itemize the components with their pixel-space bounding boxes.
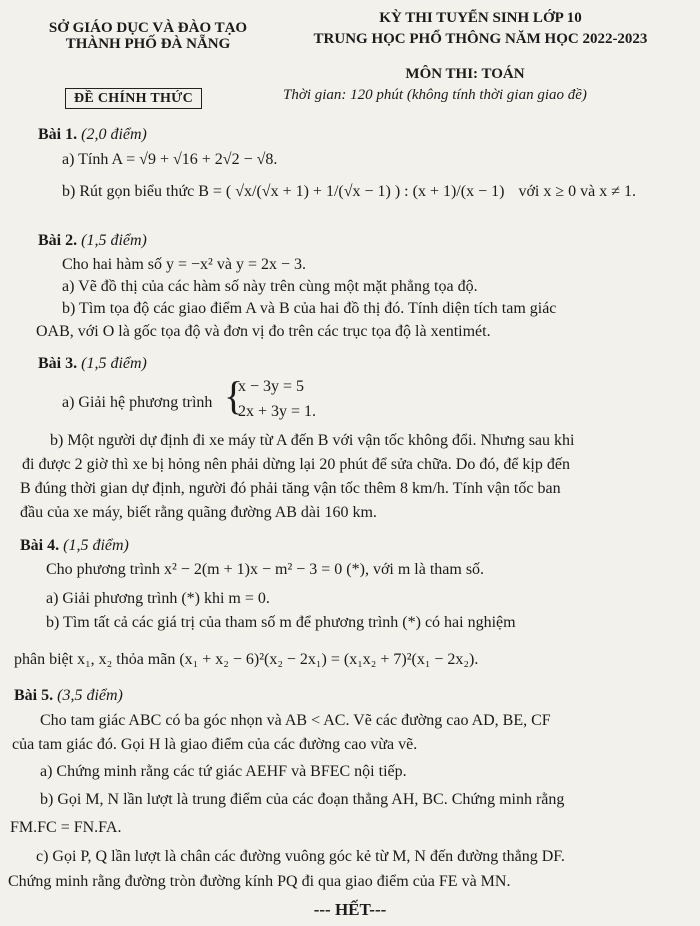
problem-5-heading: Bài 5. (3,5 điểm) xyxy=(14,687,123,704)
problem-5c-line1: c) Gọi P, Q lần lượt là chân các đường vuông góc kẻ từ M, N đến đường thẳng DF. xyxy=(36,848,565,865)
problem-2-intro: Cho hai hàm số y = −x² và y = 2x − 3. xyxy=(62,256,306,273)
problem-1-heading: Bài 1. (2,0 điểm) xyxy=(38,126,147,143)
problem-5-intro-line2: của tam giác đó. Gọi H là giao điểm của các đường cao vừa vẽ. xyxy=(12,736,418,753)
end-marker: --- HẾT--- xyxy=(313,900,387,919)
problem-5c-line2: Chứng minh rằng đường tròn đường kính PQ đi qua giao điểm của FE và MN. xyxy=(8,873,511,890)
exam-name: KỲ THI TUYỂN SINH LỚP 10 xyxy=(379,10,582,26)
time-allowed: Thời gian: 120 phút (không tính thời gian giao đề) xyxy=(283,87,587,103)
problem-1a: a) Tính A = √9 + √16 + 2√2 − √8. xyxy=(62,151,278,168)
problem-3a: a) Giải hệ phương trình xyxy=(62,394,213,411)
problem-5b-line1: b) Gọi M, N lần lượt là trung điểm của các đoạn thẳng AH, BC. Chứng minh rằng xyxy=(40,791,565,808)
problem-2-heading: Bài 2. (1,5 điểm) xyxy=(38,232,147,249)
problem-3b-line1: b) Một người dự định đi xe máy từ A đến B với vận tốc không đổi. Nhưng sau khi xyxy=(50,432,575,449)
exam-header xyxy=(268,8,693,50)
equation-2: 2x + 3y = 1. xyxy=(238,403,317,420)
problem-2b-line2: OAB, với O là gốc tọa độ và đơn vị đo trên các trục tọa độ là xentimét. xyxy=(36,323,491,340)
system-brace: { xyxy=(224,373,244,418)
problem-3-heading: Bài 3. (1,5 điểm) xyxy=(38,355,147,372)
problem-4a: a) Giải phương trình (*) khi m = 0. xyxy=(46,590,270,607)
department-name: SỞ GIÁO DỤC VÀ ĐÀO TẠO xyxy=(48,20,248,36)
subject-title: MÔN THI: TOÁN xyxy=(405,66,525,82)
problem-4-heading: Bài 4. (1,5 điểm) xyxy=(20,537,129,554)
expression-b: ( √x/(√x + 1) + 1/(√x − 1) ) : (x + 1)/(x − 1) xyxy=(225,183,505,200)
official-badge: ĐỀ CHÍNH THỨC xyxy=(65,88,202,109)
problem-4-intro: Cho phương trình x² − 2(m + 1)x − m² − 3 = 0 (*), với m là tham số. xyxy=(46,561,485,578)
problem-2a: a) Vẽ đồ thị của các hàm số này trên cùng một mặt phẳng tọa độ. xyxy=(62,278,478,295)
equation-1: x − 3y = 5 xyxy=(238,378,305,395)
city-name: THÀNH PHỐ ĐÀ NẴNG xyxy=(65,36,231,52)
problem-4b-line1: b) Tìm tất cả các giá trị của tham số m để phương trình (*) có hai nghiệm xyxy=(46,614,516,631)
problem-2b-line1: b) Tìm tọa độ các giao điểm A và B của hai đồ thị đó. Tính diện tích tam giác xyxy=(62,300,557,317)
problem-5b-line2: FM.FC = FN.FA. xyxy=(10,819,122,836)
problem-3b-line3: B đúng thời gian dự định, người đó phải tăng vận tốc thêm 8 km/h. Tính vận tốc ban xyxy=(20,480,561,497)
problem-3b-line2: đi được 2 giờ thì xe bị hỏng nên phải dừng lại 20 phút để sửa chữa. Do đó, để kịp đến xyxy=(22,456,570,473)
school-year: TRUNG HỌC PHỔ THÔNG NĂM HỌC 2022-2023 xyxy=(313,31,648,47)
problem-3b-line4: đầu của xe máy, biết rằng quãng đường AB dài 160 km. xyxy=(20,504,377,521)
problem-4b-line2: phân biệt x₁, x₂ thỏa mãn (x₁ + x₂ − 6)²(x₂ − 2x₁) = (x₁x₂ + 7)²(x₁ − 2x₂). xyxy=(14,651,479,668)
problem-5a: a) Chứng minh rằng các tứ giác AEHF và BFEC nội tiếp. xyxy=(40,763,407,780)
department-header xyxy=(28,20,268,52)
problem-5-intro-line1: Cho tam giác ABC có ba góc nhọn và AB < AC. Vẽ các đường cao AD, BE, CF xyxy=(40,712,551,729)
problem-1b: b) Rút gọn biểu thức B = ( √x/(√x + 1) + 1/(√x − 1) ) : (x + 1)/(x − 1) với x ≥ 0 và x ≠ 1. xyxy=(62,183,637,200)
